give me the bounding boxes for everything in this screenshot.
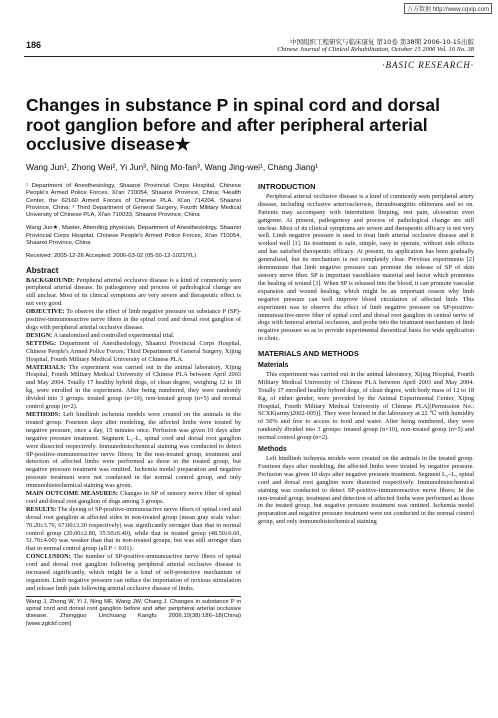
abstract-body — [26, 277, 241, 593]
methods-paragraph: Left hindlimb ischemia models were created on the animals in the treated group. Fourteen days after modeling, the affected limbs were treated by negative pressure. Perfusion was given 10 days after negative pressure treatment. Segment L₃–L₅ spinal cord and dorsal root ganglion were dissected respectively. Immunohistochemical staining was conducted to detect SP-positive-immunoreactive nerve fibers; In the non-treated group, treatment and detection of affected limbs were performed as those in the treated group, but negative pressure treatment was omitted. Ischemia model preparation and negative pressure treatment were not conducted in the normal control group, and only immunohistochemical staining — [258, 455, 474, 526]
abstract-text: Left hindlimb ischemia models were created on the animals in the treated group. Fourteen days after modeling, the affected limbs were treated by negative pressure, once a day, 15 minutes once. Perfusion was given 10 days after negative pressure treatment. Segment L₃–L₅ spinal cord and dorsal root ganglion were dissected respectively. Immunohistochemical staining was conducted to detect SP-positive-immunoreactive nerve fibers; In the non-treated group, treatment and detection of affected limbs were performed as those in the treated group, but negative pressure treatment was omitted. Ischemia model preparation and negative pressure treatment were not conducted in the normal control group, and only immunohistochemical staining was given. — [26, 410, 241, 490]
journal-header — [277, 38, 474, 54]
article-title: Changes in substance P in spinal cord and dorsal root ganglion before and after peripheral arterial occlusive disease★ — [26, 95, 440, 154]
abstract-text: Peripheral arterial occlusive disease is a kind of commonly seen peripheral arterial disease. Its pathogenesy and process of pathological change are still unclear. Most of its clinical symptoms are very severe and therapeutic effect is not very good. — [26, 276, 241, 308]
abstract-objective — [26, 308, 241, 332]
abstract-label: OBJECTIVE: — [26, 308, 65, 316]
abstract-text: The experiment was carried out in the animal laboratory, Xijing Hospital, Fourth Military Medical University of Chinese PLA between April 2003 and May 2004. Totally 17 healthy hybrid dogs, of clean degree, weighing 12 to 18 kg, were enrolled in the experiment. After being numbered, they were randomly divided into 3 groups: treated group (n=10), non-treated group (n=5) and normal control group (n=2). — [26, 363, 241, 411]
page-number: 186 — [26, 40, 42, 50]
header-rule — [24, 56, 474, 57]
abstract-label: SETTING: — [26, 339, 57, 347]
abstract-text: The dyeing of SP-positive-immunoactive nerve fibers of spinal cord and dorsal root ganglion at affected sides in non-treated group (mean gray scale value: 70.20±3.70, 67.00±3.30 respectively) was significantly stronger than that in normal control group (20.00±2.80, 35.50±6.40), while that in treated group (48.50±6.60, 51.70±4.00) was weaker than that in non-treated groups, but was still stronger than that in normal control group (all P < 0.01). — [26, 505, 241, 553]
abstract-label: CONCLUSION: — [26, 553, 71, 561]
abstract-heading: Abstract — [26, 265, 59, 275]
abstract-text: The number of SP-positive-immunoactive nerve fibers of spinal cord and dorsal root ganglion following peripheral arterial occlusive disease is increased significantly, which might be a kind of self-protective mechanism of organism. Limb negative pressure can reduce the importation of noxious stimulation and release limb pain following arterial occlusive disease of limbs. — [26, 553, 241, 592]
affiliations: ¹ Department of Anesthesiology, Shaanxi Provincial Corps Hospital, Chinese People's Armed Police Forces, Xi'an 710054, Shaanxi Province, China; ²Health Center, the 62160 Armed Forces of Chinese PLA, Xi'an 714204, Shaanxi Province, China; ³ Third Department of General Surgery, Fourth Military Medical University of Chinese PLA, Xi'an 710033, Shaanxi Province, China — [26, 183, 241, 219]
abstract-label: BACKGROUND: — [26, 276, 75, 284]
abstract-label: DESIGN: — [26, 331, 53, 339]
abstract-methods — [26, 411, 241, 490]
abstract-label: MAIN OUTCOME MEASURES: — [26, 490, 119, 498]
abstract-outcome — [26, 490, 241, 506]
abstract-text: Department of Anesthesiology, Shaanxi Provincial Corps Hospital, Chinese People's Armed Police Forces; Third Department of General Surgery, Xijing Hospital, Fourth Military Medical University of Chinese PLA. — [26, 339, 241, 363]
introduction-paragraph: Peripheral arterial occlusive disease is a kind of commonly seen peripheral artery disease, including occlusive arteriosclerosis, thromboangiitis obliterans and so on. Patients may accompany with intermittent limping, rest pain, ulceration even gangrene. At present, pathogenesy and process of pathological change are still unclear. Most of its clinical symptoms are severe and therapeutic efficacy is not very well. Limb negative pressure is used to treat limb arterial occlusive disease and it worked well [1]. Its treatment is safe, simple, easy to operate, without side effects and has satisfied therapeutic efficacy. At present, its application has been gradually generalized, but its mechanism is not completely clear. Previous experiments [2] demonstrate that limb negative pressure can promote the release of SP of skin sensory nerve fiber. SP is important vasodilator material and factor which promotes the healing of wound [3]. When SP is released into the blood, it can promote vascular expansion and wound healing, which might be an important reason why limb negative pressure can well improve blood circulation of affected limb. This experiment was to observe the effect of limb negative pressure on SP-positive-immunoactive-nerve fiber of spinal cord and dorsal root ganglion in central nerve of dogs with femoral arterial occlusion, and probe into the treatment mechanism of limb negative pressure so as to provide experimental theoretical basis for wide application in clinic. — [258, 192, 474, 343]
materials-heading: Materials — [258, 362, 289, 370]
abstract-results — [26, 506, 241, 553]
methods-heading: Methods — [258, 446, 287, 454]
journal-name-en: Chinese Journal of Clinical Rehabilitation, October 15 2006 Vol. 10 No. 38 — [277, 46, 474, 53]
left-column — [26, 183, 241, 628]
abstract-materials — [26, 364, 241, 411]
materials-methods-heading: MATERIALS AND METHODS — [258, 349, 359, 359]
right-column — [258, 183, 474, 526]
abstract-label: METHODS: — [26, 410, 61, 418]
author-list: Wang Jun¹, Zhong Wei², Yi Jun³, Ning Mo-fan³, Wang Jing-wei¹, Chang Jiang¹ — [26, 162, 319, 172]
abstract-label: RESULTS: — [26, 505, 57, 513]
abstract-text: A randomized and controlled experimental trial. — [53, 331, 175, 339]
received-dates: Received: 2005-12-26 Accepted: 2006-03-02 (05-50-12-1021/YL) — [26, 253, 197, 260]
abstract-label: MATERIALS: — [26, 363, 66, 371]
abstract-conclusion — [26, 553, 241, 593]
materials-paragraph: This experiment was carried out in the animal laboratory, Xijing Hospital, Fourth Military Medical University of Chinese PLA between April 2003 and May 2004. Totally 17 enrolled healthy hybred dogs, of clean degree, with body mass of 12 to 18 Kg, of either gender, were provided by the Animal Experimental Center, Xijing Hospital, Fourth Military Medical University of Chinese PLA[(Permission No.: SCXK(army)2002-005)]. They were housed in the laboratory at 22 ℃ with humidity of 50% and free to access to food and water. After being numbered, they were randomly divided into 3 groups: treated group (n=10), non-treated group (n=5) and normal control group (n=2). — [258, 370, 474, 442]
source-stamp[interactable]: 万方数据 http://www.cqvip.com — [404, 3, 492, 14]
abstract-text: Changes in SP of sensory nerve fiber of spinal cord and dorsal root ganglion of dogs among 3 groups. — [26, 490, 241, 505]
abstract-text: To observe the effect of limb negative pressure on substance P (SP)-positive-immunoreactive nerve fibers in the spinal cord and dorsal root ganglion of dogs with peripheral arterial occlusive disease. — [26, 308, 241, 332]
citation: Wang J, Zhong W, Yi J, Ning MF, Wang JW, Chang J. Changes in substance P in spinal cord and dorsal root ganglion before and after peripheral arterial occlusive disease. Zhongguo Linchuang Kangfu 2006;10(38):186–18(China) [www.zglckf.com] — [26, 598, 241, 627]
journal-name-cn: 中国组织工程研究与临床康复 第10卷 第38期 2006-10-15出版 — [289, 38, 474, 46]
corresponding-author: Wang Jun★, Master, Attending physician, Department of Anesthesiology, Shaanxi Provincial Corps Hospital, Chinese People's Armed Police Forces, Xi'an 710054, Shaanxi Province, China — [26, 225, 241, 247]
section-tag: ·BASIC RESEARCH· — [382, 60, 474, 70]
introduction-heading: INTRODUCTION — [258, 182, 316, 191]
abstract-background — [26, 277, 241, 309]
abstract-design — [26, 332, 241, 340]
abstract-setting — [26, 340, 241, 364]
citation-rule — [26, 596, 241, 597]
